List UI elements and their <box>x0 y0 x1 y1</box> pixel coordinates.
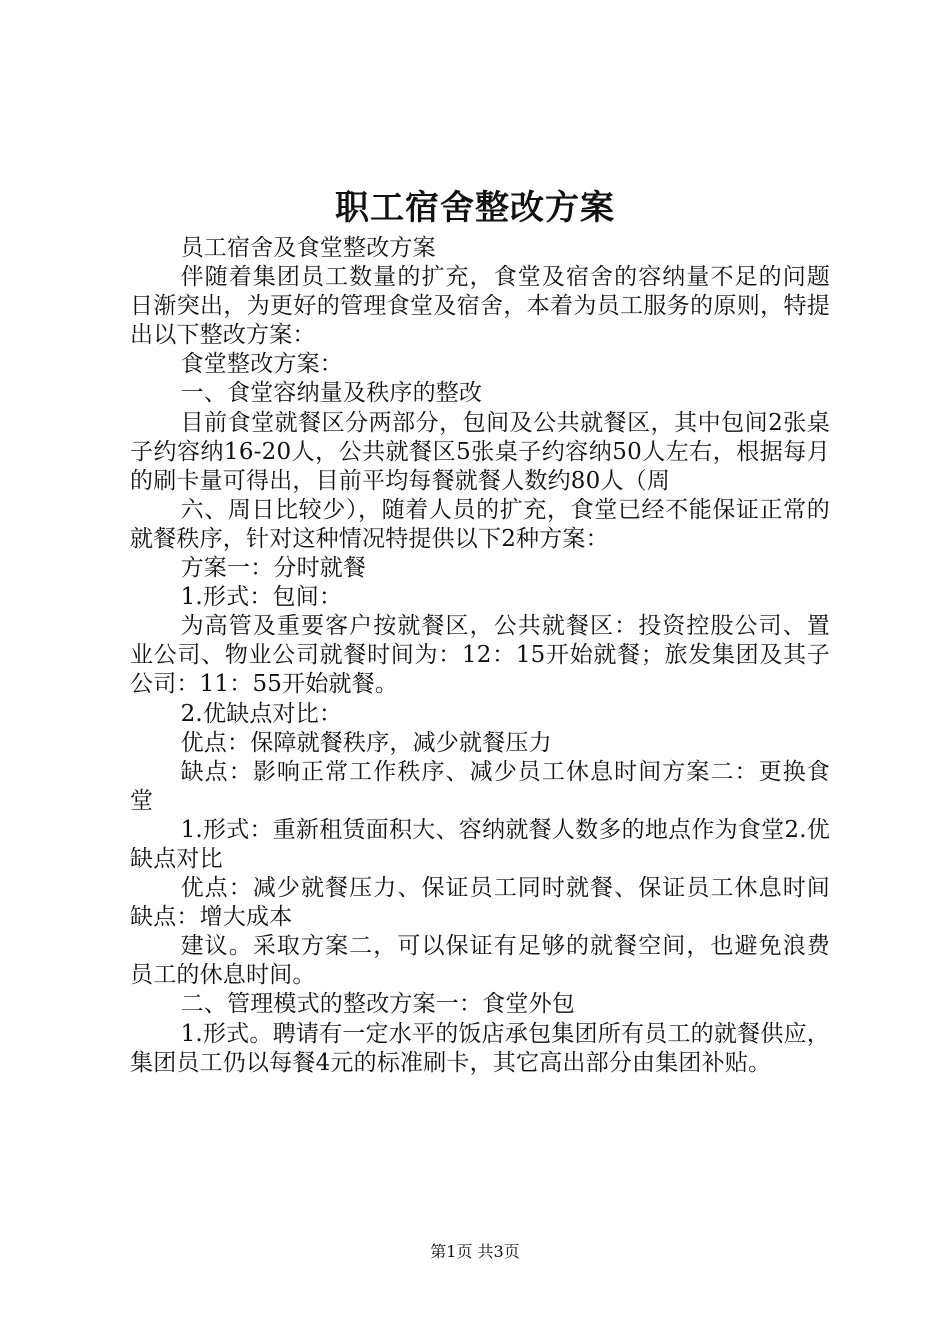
paragraph: 为高管及重要客户按就餐区，公共就餐区：投资控股公司、置业公司、物业公司就餐时间为：12：15开始就餐；旅发集团及其子公司：11：55开始就餐。 <box>130 613 830 698</box>
paragraph: 二、管理模式的整改方案一：食堂外包 <box>180 991 575 1018</box>
paragraph: 建议。采取方案二，可以保证有足够的就餐空间，也避免浪费员工的休息时间。 <box>130 933 830 989</box>
paragraph: 优点：保障就餐秩序，减少就餐压力 <box>180 729 552 756</box>
paragraph: 优点：减少就餐压力、保证员工同时就餐、保证员工休息时间缺点：增大成本 <box>130 875 830 931</box>
paragraph: 伴随着集团员工数量的扩充，食堂及宿舍的容纳量不足的问题日渐突出，为更好的管理食堂及宿舍，本着为员工服务的原则，特提出以下整改方案： <box>130 264 830 349</box>
page-footer: 第1页 共3页 <box>430 1242 520 1261</box>
paragraph: 1.形式：重新租赁面积大、容纳就餐人数多的地点作为食堂2.优缺点对比 <box>130 816 830 872</box>
paragraph: 食堂整改方案： <box>180 351 343 378</box>
paragraph: 目前食堂就餐区分两部分，包间及公共就餐区，其中包间2张桌子约容纳16-20人，公共就餐区5张桌子约容纳50人左右，根据每月的刷卡量可得出，目前平均每餐就餐人数约80人（周 <box>130 409 830 494</box>
paragraph: 方案一：分时就餐 <box>180 555 367 582</box>
document-title: 职工宿舍整改方案 <box>335 188 615 228</box>
document-body <box>130 234 830 1078</box>
paragraph: 缺点：影响正常工作秩序、减少员工休息时间方案二：更换食堂 <box>130 758 830 814</box>
paragraph: 一、食堂容纳量及秩序的整改 <box>180 380 483 407</box>
paragraph: 2.优缺点对比： <box>180 700 343 727</box>
paragraph: 1.形式：包间： <box>180 584 343 611</box>
paragraph: 1.形式。聘请有一定水平的饭店承包集团所有员工的就餐供应，集团员工仍以每餐4元的标准刷卡，其它高出部分由集团补贴。 <box>130 1020 830 1076</box>
paragraph: 六、周日比较少），随着人员的扩充，食堂已经不能保证正常的就餐秩序，针对这种情况特提供以下2种方案： <box>130 496 830 552</box>
paragraph: 员工宿舍及食堂整改方案 <box>180 235 436 261</box>
